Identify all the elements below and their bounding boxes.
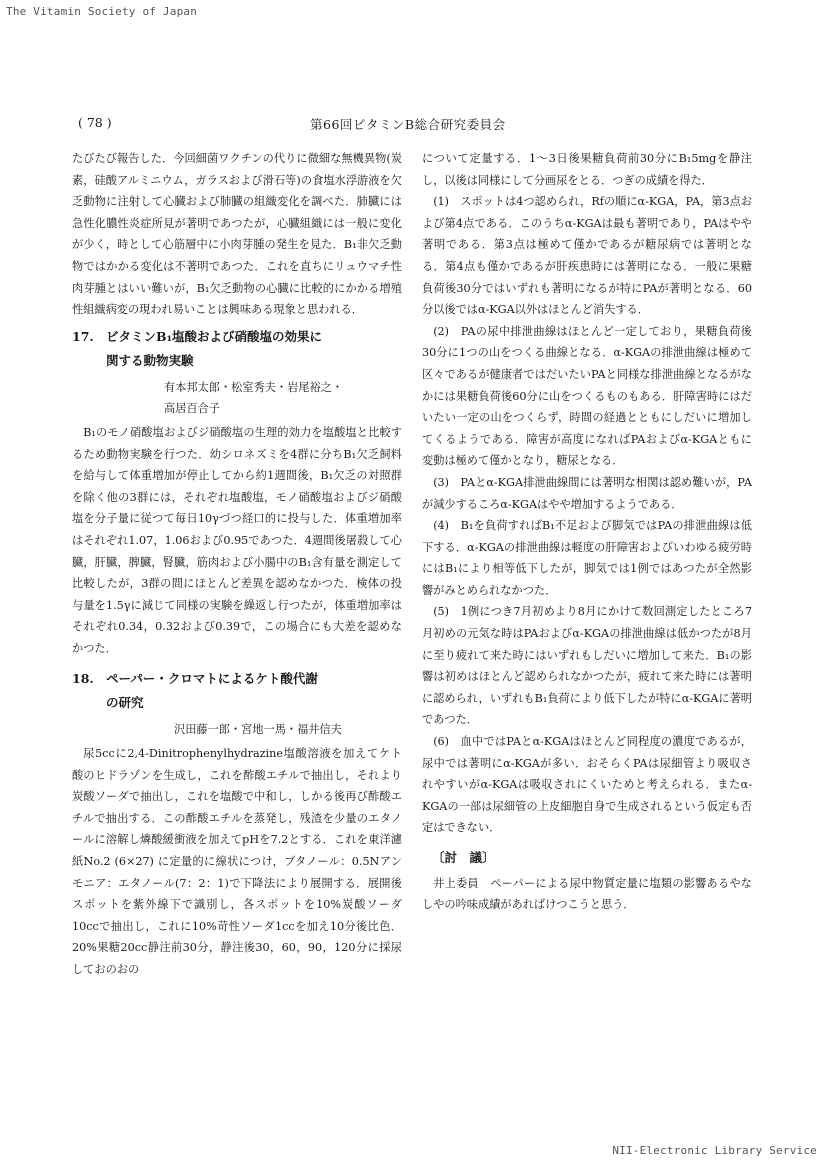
result-item-4: (4) B₁を負荷すればB₁不足および脚気ではPAの排泄曲線は低下する．α-KGAの排泄曲線は軽度の肝障害およびいわゆる疲労時にはB₁により相等低下したが，脚気では1例ではあつたが全然影響がみとめられなかつた． [422, 519, 752, 597]
result-item-5: (5) 1例につき7月初めより8月にかけて数回測定したところ7月初めの元気な時はPAおよびα-KGAの排泄曲線は低かつたが8月に至り疲れて来た時にはいずれもしだいに増加して来た．B₁の影響は初めはほとんど認められなかつたが，疲れて来た時には著明に認められ，いずれもB₁負荷により低下したが特にα-KGAに著明であつた． [422, 605, 752, 727]
page-header [72, 112, 762, 134]
section-18-authors-line1: 沢田藤一郎・宮地一馬・福井信夫 [174, 723, 342, 737]
watermark-bottom: NII-Electronic Library Service [612, 1144, 817, 1157]
section-18-title-line1: ペーパー・クロマトによるケト酸代謝 [106, 671, 318, 687]
left-column [72, 148, 402, 981]
page-number: ( 78 ) [78, 115, 112, 130]
discussion-heading: 〔討 議〕 [432, 850, 495, 865]
result-item-2: (2) PAの尿中排泄曲線はほとんど一定しており，果糖負荷後30分に1つの山をつくる曲線となる．α-KGAの排泄曲線は極めて区々であるが健康者ではだいたいPAと同様な排泄曲線となるがなかには果糖負荷後60分に山をつくるものもある．肝障害時にはだいたい一定の山をつくらず，時間の経過とともにしだいに増加してくるようである．障害が高度になればPAおよびα-KGAともに変動は極めて僅かとなり，糖尿となる． [422, 324, 752, 468]
section-17-title [72, 325, 402, 373]
section-17-body: B₁のモノ硝酸塩およびジ硝酸塩の生理的効力を塩酸塩と比較するため動物実験を行つた．幼シロネズミを4群に分ちB₁欠乏飼料を給与して体重増加が停止してから約1週間後，B₁欠乏の対照群を除く他の3群には，それぞれ塩酸塩，モノ硝酸塩およびジ硝酸塩を分子量に従つて毎日10γづつ経口的に投与した．体重増加率はそれぞれ1.07，1.06および0.95であつた．4週間後屠殺して心臓，肝臓，脾臓，腎臓，筋肉および小腸中のB₁含有量を測定して比較したが，3群の間にほとんど差異を認めなかつた．検体の投与量を1.5γに減じて同様の実験を繰返し行つたが，体重増加率はそれぞれ0.34，0.32および0.39で，この場合にも大差を認めなかつた． [72, 425, 402, 655]
result-item-6: (6) 血中ではPAとα-KGAはほとんど同程度の濃度であるが，尿中では著明にα-KGAが多い．おそらくPAは尿細管より吸収されやすいがα-KGAは吸収されにくいためと考えられる．またα-KGAの一部は尿細管の上皮細胞自身で生成されるという仮定も否定はできない． [422, 735, 752, 835]
section-17-title-line2: 関する動物実験 [106, 352, 194, 368]
section-17-number: 17. [72, 328, 94, 344]
watermark-top: The Vitamin Society of Japan [6, 5, 198, 18]
section-18-number: 18. [72, 671, 94, 687]
result-items [422, 191, 752, 839]
intro-paragraph: たびたび報告した．今回細菌ワクチンの代りに微細な無機異物(炭素，硅酸アルミニウム，ガラスおよび滑石等)の食塩水浮游液を欠乏動物に注射して心臓および肺臓の組織変化を調べた．肺臓には急性化膿性炎症所見が著明であつたが，心臓組織には一般に変化が少く，時として心筋層中に小肉芽腫の発生を見た．B₁非欠乏動物ではかかる変化は不著明であつた．これを直ちにリュウマチ性肉芽腫とはいい難いが，B₁欠乏動物の心臓に比較的にかかる増殖性組織病変の現われ易いことは興味ある現象と思われる． [72, 152, 402, 317]
section-17-authors [72, 377, 402, 420]
running-title: 第66回ビタミンB総合研究委員会 [310, 117, 506, 132]
section-18-title [72, 667, 402, 715]
right-column [422, 148, 752, 916]
discussion-body: 井上委員 ペーパーによる尿中物質定量に塩類の影響あるやなしやの吟味成績があればけつこうと思う． [422, 876, 752, 912]
section-17-authors-line1: 有本邦太郎・松室秀夫・岩尾裕之・ [164, 380, 344, 394]
section-18-title-line2: の研究 [106, 695, 144, 711]
result-item-3: (3) PAとα-KGA排泄曲線間には著明な相関は認め難いが，PAが減少するころα-KGAはやや増加するようである． [422, 475, 752, 511]
continuation-paragraph: について定量する．1〜3日後果糖負荷前30分にB₁5mgを静注し，以後は同様にして分画尿をとる．つぎの成績を得た． [422, 152, 752, 187]
section-18-authors [72, 719, 402, 741]
section-17-authors-line2: 高居百合子 [164, 402, 220, 416]
result-item-1: (1) スポットは4つ認められ，Rfの順にα-KGA，PA，第3点および第4点である．このうちα-KGAは最も著明であり，PAはやや著明である．第3点は極めて僅かであるが糖尿病では著明となる．第4点も僅かであるが肝疾患時には著明になる．一般に果糖負荷後30分ではいずれも著明になるが特にPAが著明となる．60分以後ではα-KGA以外はほとんど消失する． [422, 195, 752, 317]
section-18-body: 尿5ccに2,4-Dinitrophenylhydrazine塩酸溶液を加えてケト酸のヒドラゾンを生成し，これを酢酸エチルで抽出し，それより炭酸ソーダで抽出し，これを塩酸で中和し，しかる後再び酢酸エチルで抽出する．この酢酸エチルを蒸発し，残渣を少量のエタノールに溶解し燐酸緩衝液を加えてpHを7.2とする．これを東洋濾紙No.2 (6×27) に定量的に線状につけ，ブタノール：0.5Nアンモニア：エタノール(7：2：1)で下降法により展開する．展開後スポットを紫外線下で識別し，各スポットを10%炭酸ソーダ10ccで抽出し，これに10%苛性ソーダ1ccを加え10分後比色．20%果糖20cc静注前30分，静注後30，60，90，120分に採尿しておのおの [72, 747, 402, 976]
section-17-title-line1: ビタミンB₁塩酸および硝酸塩の効果に [106, 328, 323, 344]
